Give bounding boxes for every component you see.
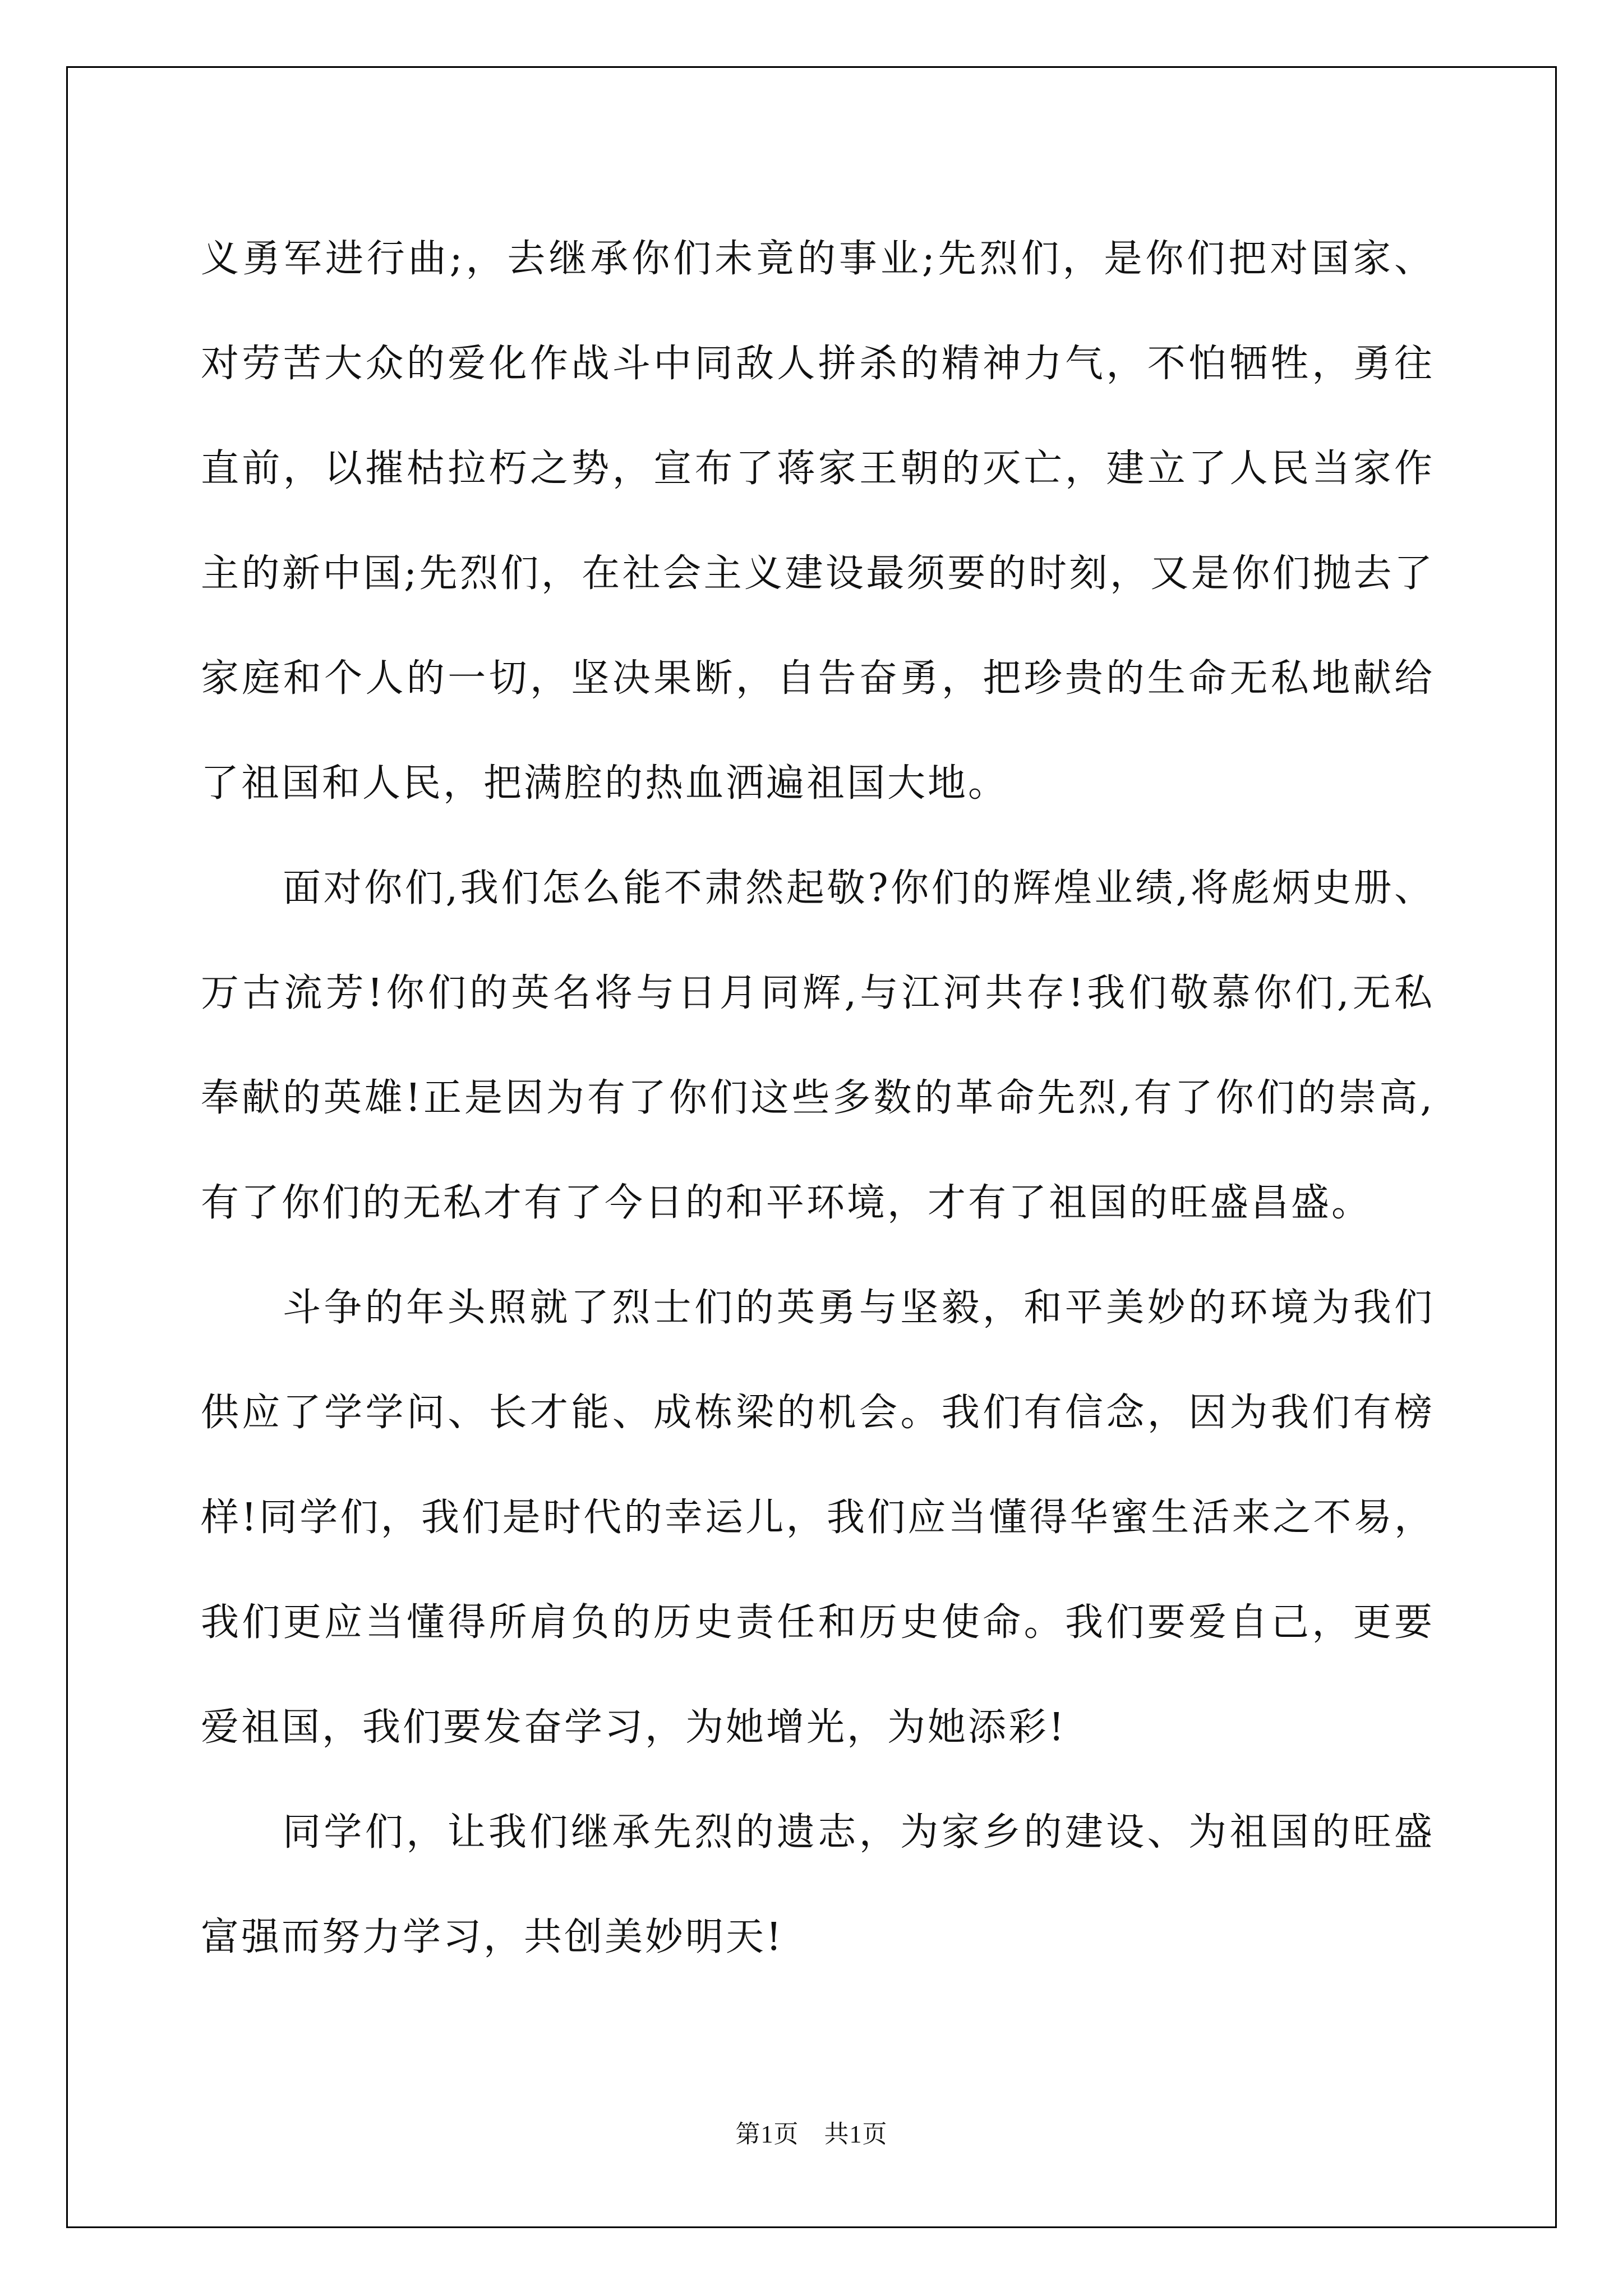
paragraph-4: 同学们，让我们继承先烈的遗志，为家乡的建设、为祖国的旺盛富强而努力学习，共创美妙明天! <box>201 1810 1435 1959</box>
paragraph-3: 斗争的年头照就了烈士们的英勇与坚毅，和平美妙的环境为我们供应了学学问、长才能、成栋梁的机会。我们有信念，因为我们有榜样!同学们，我们是时代的幸运儿，我们应当懂得华蜜生活来之不易，我们更应当懂得所肩负的历史责任和历史使命。我们要爱自己，更要爱祖国，我们要发奋学习，为她增光，为她添彩! <box>201 1286 1435 1750</box>
paragraph-2: 面对你们,我们怎么能不肃然起敬?你们的辉煌业绩,将彪炳史册、万古流芳!你们的英名将与日月同辉,与江河共存!我们敬慕你们,无私奉献的英雄!正是因为有了你们这些多数的革命先烈,有了你们的崇高,有了你们的无私才有了今日的和平环境，才有了祖国的旺盛昌盛。 <box>201 866 1435 1225</box>
page-number-footer: 第1页 共1页 <box>735 2120 888 2148</box>
paragraph-1: 义勇军进行曲;，去继承你们未竟的事业;先烈们，是你们把对国家、对劳苦大众的爱化作战斗中同敌人拼杀的精神力气，不怕牺牲，勇往直前，以摧枯拉朽之势，宣布了蒋家王朝的灭亡，建立了人民当家作主的新中国;先烈们，在社会主义建设最须要的时刻，又是你们抛去了家庭和个人的一切，坚决果断，自告奋勇，把珍贵的生命无私地献给了祖国和人民，把满腔的热血洒遍祖国大地。 <box>201 237 1435 806</box>
document-body <box>201 206 1435 1990</box>
